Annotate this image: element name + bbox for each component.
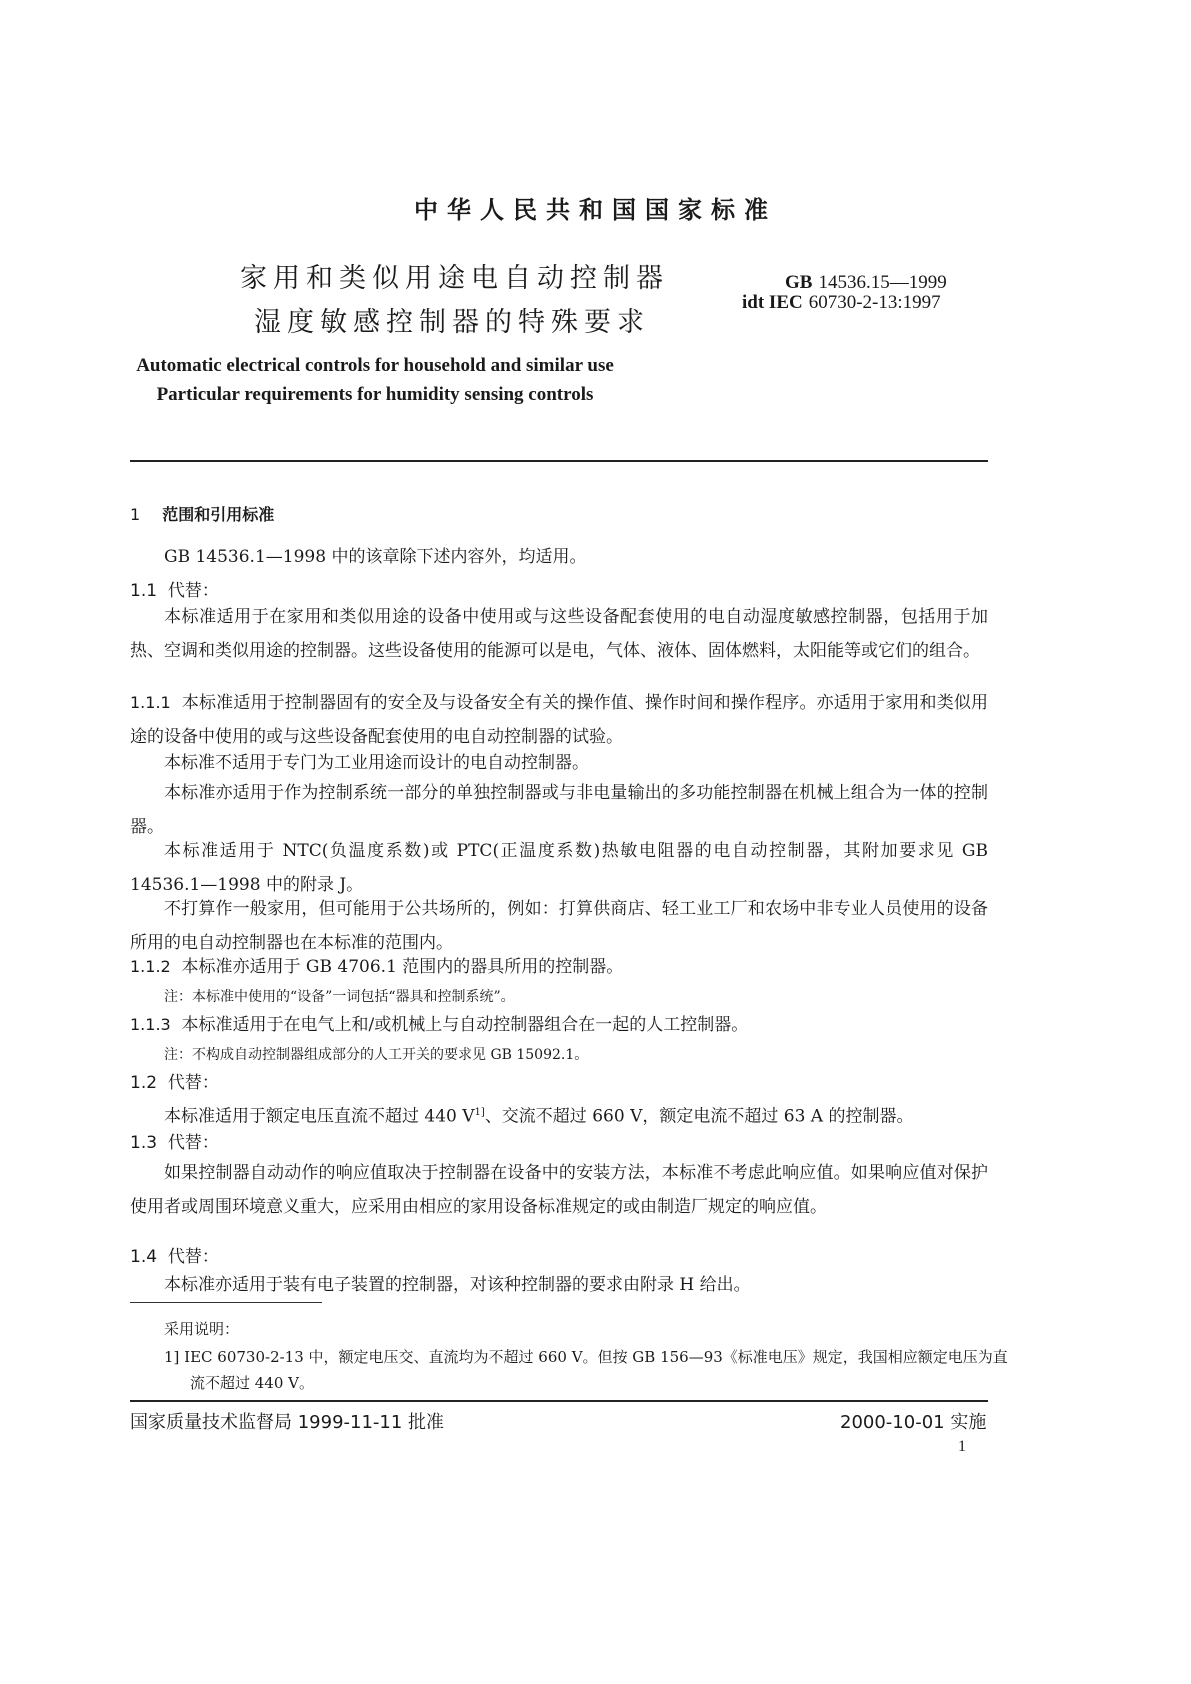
approval-date: 国家质量技术监督局 1999-11-11 批准 [130, 1412, 445, 1433]
national-standard-heading: 中华人民共和国国家标准 [414, 196, 777, 224]
clause-1-4-text: 本标准亦适用于装有电子装置的控制器，对该种控制器的要求由附录 H 给出。 [164, 1275, 751, 1295]
standard-number [785, 272, 947, 294]
implementation-date: 2000-10-01 实施 [840, 1412, 987, 1433]
clause-1-4-number: 1.4 [130, 1247, 158, 1267]
footer-divider [130, 1400, 988, 1402]
header-divider [130, 460, 988, 462]
title-en-line2: Particular requirements for humidity sensing controls [156, 384, 594, 405]
footnote-divider [130, 1302, 322, 1303]
clause-1-1-3-number: 1.1.3 [130, 1015, 171, 1034]
clause-1-1-number: 1.1 [130, 581, 158, 601]
title-cn-line2: 湿度敏感控制器的特殊要求 [254, 307, 650, 338]
clause-1-2-text-a: 本标准适用于额定电压直流不超过 440 V [164, 1106, 475, 1127]
section-1-number: 1 [130, 505, 141, 524]
standard-number-value: 14536.15—1999 [818, 272, 947, 293]
clause-1-4-label: 代替： [167, 1247, 219, 1267]
clause-1-1-2-text: 本标准亦适用于 GB 4706.1 范围内的器具所用的控制器。 [181, 957, 624, 977]
idt-number [742, 292, 941, 314]
clause-1-1-2 [130, 950, 1058, 984]
clause-1-2-heading [130, 1066, 1058, 1100]
clause-1-3-heading [130, 1126, 1058, 1160]
standard-prefix: GB [785, 272, 813, 293]
para-multi-function: 本标准亦适用于作为控制系统一部分的单独控制器或与非电量输出的多功能控制器在机械上组合为一体的控制器。 [130, 783, 988, 837]
para-ntc-ptc: 本标准适用于 NTC(负温度系数)或 PTC(正温度系数)热敏电阻器的电自动控制器，其附加要求见 GB 14536.1—1998 中的附录 J。 [130, 841, 988, 895]
clause-1-1-1 [130, 686, 988, 754]
clause-1-1-2-note: 注：本标准中使用的“设备”一词包括“器具和控制系统”。 [164, 989, 515, 1005]
footnote-ref-1: 1] [474, 1107, 485, 1118]
clause-1-1-2-number: 1.1.2 [130, 957, 171, 976]
adoption-note-item-1: 1] IEC 60730-2-13 中，额定电压交、直流均为不超过 660 V。但按 GB 156—93《标准电压》规定，我国相应额定电压为直流不超过 440 V。 [164, 1348, 1008, 1392]
section-1-intro: GB 14536.1—1998 中的该章除下述内容外，均适用。 [164, 547, 587, 567]
clause-1-3-label: 代替： [167, 1133, 219, 1153]
clause-1-1-3-note: 注：不构成自动控制器组成部分的人工开关的要求见 GB 15092.1。 [164, 1047, 589, 1063]
clause-1-3-number: 1.3 [130, 1133, 158, 1153]
section-1-heading [130, 502, 274, 525]
clause-1-2-number: 1.2 [130, 1073, 158, 1093]
idt-number-value: 60730-2-13:1997 [808, 292, 941, 313]
title-en-line1: Automatic electrical controls for household and similar use [136, 355, 614, 376]
clause-1-2-label: 代替： [167, 1073, 219, 1093]
clause-1-1-text: 本标准适用于在家用和类似用途的设备中使用或与这些设备配套使用的电自动湿度敏感控制器，包括用于加热、空调和类似用途的控制器。这些设备使用的能源可以是电，气体、液体、固体燃料，太阳能等或它们的组合。 [130, 607, 988, 661]
clause-1-1-1-number: 1.1.1 [130, 693, 171, 712]
clause-1-3-text: 如果控制器自动动作的响应值取决于控制器在设备中的安装方法，本标准不考虑此响应值。如果响应值对保护使用者或周围环境意义重大，应采用由相应的家用设备标准规定的或由制造厂规定的响应值。 [130, 1163, 988, 1217]
clause-1-1-label: 代替： [167, 581, 219, 601]
page-number: 1 [958, 1438, 966, 1455]
title-cn-line1: 家用和类似用途电自动控制器 [240, 263, 669, 294]
clause-1-2-text-b: 、交流不超过 660 V，额定电流不超过 63 A 的控制器。 [484, 1106, 914, 1127]
idt-prefix: idt IEC [742, 292, 803, 313]
para-not-industrial: 本标准不适用于专门为工业用途而设计的电自动控制器。 [164, 753, 589, 773]
adoption-note-title: 采用说明： [164, 1320, 240, 1338]
clause-1-1-1-text: 本标准适用于控制器固有的安全及与设备安全有关的操作值、操作时间和操作程序。亦适用于家用和类似用途的设备中使用的或与这些设备配套使用的电自动控制器的试验。 [130, 693, 988, 747]
para-public-use: 不打算作一般家用，但可能用于公共场所的，例如：打算供商店、轻工业工厂和农场中非专业人员使用的设备所用的电自动控制器也在本标准的范围内。 [130, 899, 988, 953]
clause-1-1-3-text: 本标准适用于在电气上和/或机械上与自动控制器组合在一起的人工控制器。 [181, 1015, 749, 1035]
section-1-title: 范围和引用标准 [162, 505, 275, 524]
clause-1-1-3 [130, 1008, 1058, 1042]
